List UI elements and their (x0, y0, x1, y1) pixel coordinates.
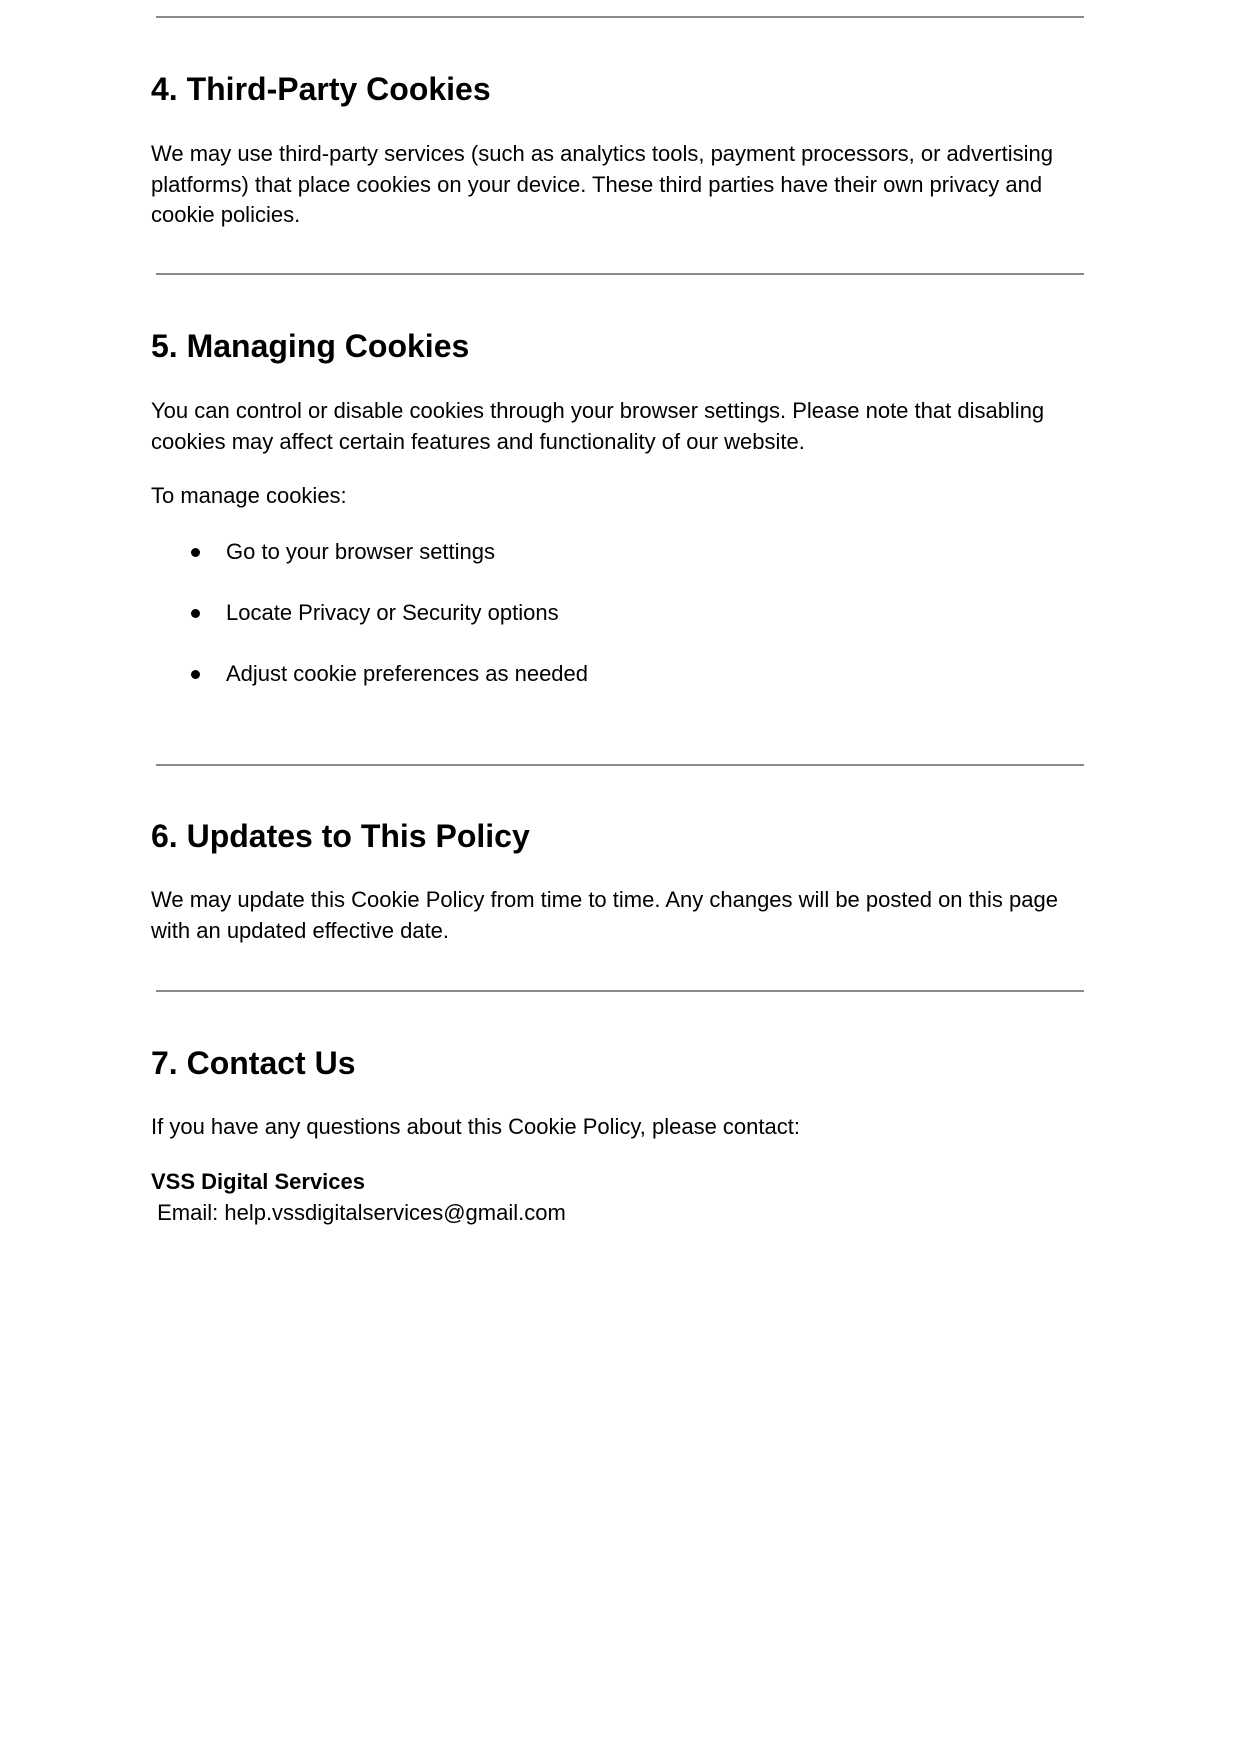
to-manage-cookies-label: To manage cookies: (151, 483, 347, 508)
section-divider (156, 764, 1084, 766)
section-heading-third-party-cookies: 4. Third-Party Cookies (151, 71, 491, 107)
section-heading-updates-to-policy: 6. Updates to This Policy (151, 818, 530, 854)
section-heading-contact-us: 7. Contact Us (151, 1045, 356, 1081)
list-item-text: Go to your browser settings (226, 539, 496, 564)
managing-cookies-paragraph: You can control or disable cookies through your browser settings. Please note that disabling cookies may affect certain features and functionality of our website. (151, 398, 1045, 454)
section-divider (156, 990, 1084, 992)
section-divider (156, 16, 1084, 18)
contact-email[interactable]: Email: help.vssdigitalservices@gmail.com (151, 1200, 566, 1225)
list-item-text: Locate Privacy or Security options (226, 600, 559, 625)
contact-intro-paragraph: If you have any questions about this Cookie Policy, please contact: (151, 1114, 800, 1139)
bullet-icon (191, 670, 200, 679)
organization-name: VSS Digital Services (151, 1169, 365, 1194)
list-item-text: Adjust cookie preferences as needed (226, 661, 589, 686)
third-party-cookies-paragraph: We may use third-party services (such as analytics tools, payment processors, or advertising platforms) that place cookies on your device. These third parties have their own privacy and cookie policies. (151, 141, 1053, 227)
bullet-icon (191, 609, 200, 618)
bullet-icon (191, 548, 200, 557)
section-heading-managing-cookies: 5. Managing Cookies (151, 328, 470, 364)
updates-paragraph: We may update this Cookie Policy from time to time. Any changes will be posted on this page with an updated effective date. (151, 887, 1058, 943)
section-divider (156, 273, 1084, 275)
